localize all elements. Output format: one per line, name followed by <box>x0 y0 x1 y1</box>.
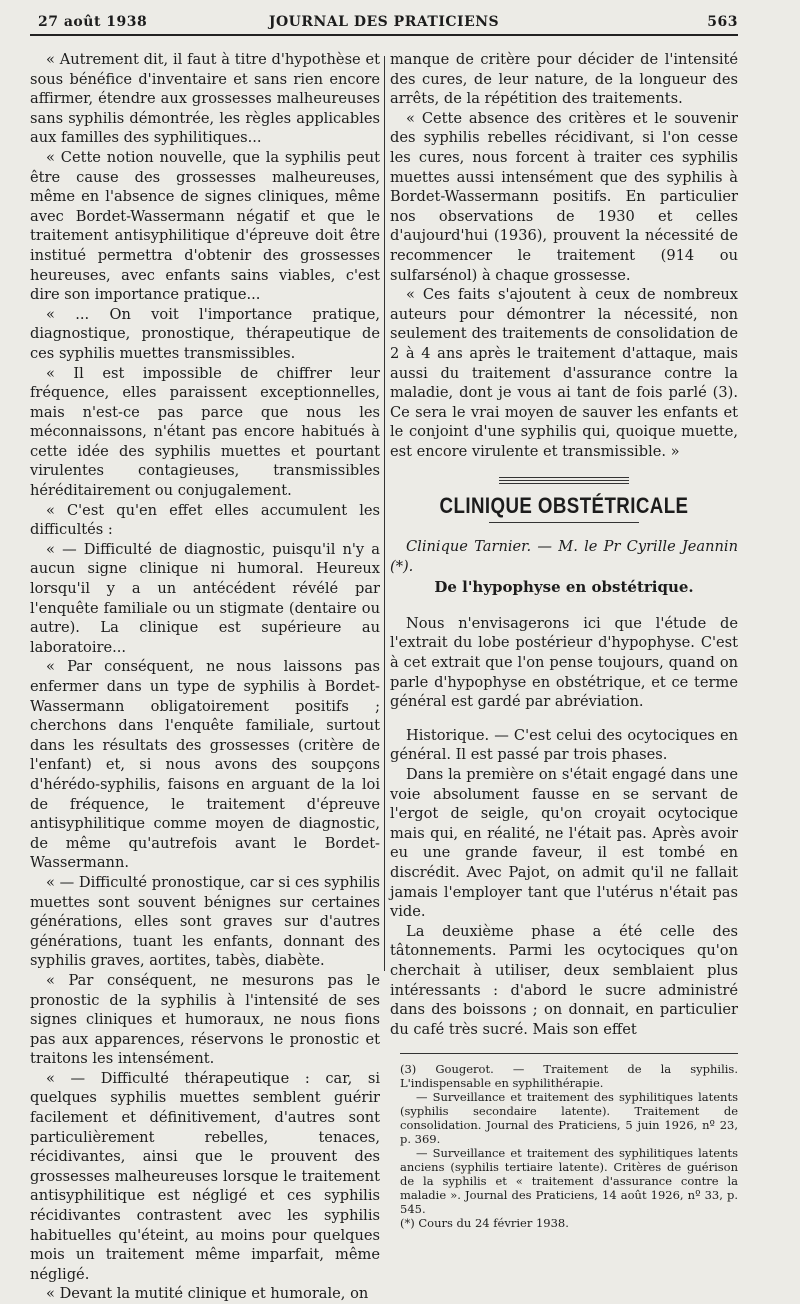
title-rule <box>489 522 639 523</box>
paragraph: Dans la première on s'était engagé dans une voie absolument fausse en se servant de l'ergot de seigle, qu'on croyait ocytocique mais qui, en réalité, ne l'était pas. Après avoir eu une grande faveur, il est tombé en discrédit. Avec Pajot, on admit qu'il ne fallait jamais l'employer tant que l'utérus n'était pas vide. <box>390 766 738 921</box>
paragraph: « — Difficulté pronostique, car si ces syphilis muettes sont souvent bénignes sur certaines générations, elles sont graves sur d'autres générations, tuant les enfants, donnant des syphilis graves, aortites, tabès, diabète. <box>30 873 380 970</box>
paragraph: « Il est impossible de chiffrer leur fréquence, elles paraissent exceptionnelles, mais n'est-ce pas parce que nous les méconnaissons, n'étant pas encore habitués à cette idée des syphilis muettes et pourtant virulentes contagieuses, transmissibles héréditairement ou conjugalement. <box>30 364 380 500</box>
paragraph: « Cette notion nouvelle, que la syphilis peut être cause des grossesses malheureuses, même en l'absence de signes cliniques, même avec Bordet-Wassermann négatif et que le traitement antisyphilitique d'épreuve doit être institué permettra d'obtenir des grossesses heureuses, avec enfants sains viables, c'est dire son importance pratique... <box>30 148 380 304</box>
header-rule <box>30 34 738 36</box>
paragraph: La deuxième phase a été celle des tâtonnements. Parmi les ocytociques qu'on cherchait à utiliser, deux semblaient plus intéressants : d'abord le sucre administré dans des boissons ; on donnait, en particulier du café très sucré. Mais son effet <box>390 922 738 1038</box>
paragraph: « Autrement dit, il faut à titre d'hypothèse et sous bénéfice d'inventaire et sans rien encore affirmer, étendre aux grossesses malheureuses sans syphilis démontrée, les règles applicables aux familles des syphilitiques... <box>30 51 380 147</box>
paragraph: « Devant la mutité clinique et humorale, on <box>46 1285 369 1303</box>
paragraph: « Cette absence des critères et le souvenir des syphilis rebelles récidivant, si l'on cesse les cures, nous forcent à traiter ces syphilis muettes aussi intensément que des syphilis à Bordet-Wassermann positifs. En particulier nos observations de 1930 et celles d'aujourd'hui (1936), prouvent la nécessité de recommencer le traitement (914 ou sulfarsénol) à chaque grossesse. <box>390 109 738 284</box>
paragraph: « — Difficulté de diagnostic, puisqu'il n'y a aucun signe clinique ni humoral. Heureux lorsqu'il y a un antécédent révélé par l'enquête familiale ou un stigmate (dentaire ou autre). La clinique est supérieure au laboratoire... <box>30 540 380 656</box>
issue-date: 27 août 1938 <box>38 14 148 30</box>
footnote: (*) Cours du 24 février 1938. <box>400 1216 569 1231</box>
left-column <box>30 50 380 1304</box>
footnote: (3) Gougerot. — Traitement de la syphilis. L'indispensable en syphilithérapie. <box>400 1062 738 1091</box>
page-header <box>30 14 738 34</box>
paragraph: « Par conséquent, ne mesurons pas le pronostic de la syphilis à l'intensité de ses signes cliniques et humoraux, ne nous fions pas aux apparences, réservons le pronostic et traitons les intensément. <box>30 971 380 1068</box>
footnote: — Surveillance et traitement des syphilitiques latents (syphilis secondaire latente). Traitement de consolidation. Journal des Praticiens, 5 juin 1926, nº 23, p. 369. <box>400 1090 738 1147</box>
section-title: CLINIQUE OBSTÉTRICALE <box>439 493 689 519</box>
paragraph: « Par conséquent, ne nous laissons pas enfermer dans un type de syphilis à Bordet-Wassermann obligatoirement positifs ; cherchons dans l'enquête familiale, surtout dans les résultats des grossesses (critère de l'enfant) et, si nous avons des soupçons d'hérédo-syphilis, faisons en arguant de la loi de fréquence, le traitement d'épreuve antisyphilitique comme moyen de diagnostic, de même qu'autrefois avant le Bordet-Wassermann. <box>30 658 380 872</box>
page-number: 563 <box>707 14 738 30</box>
byline: Clinique Tarnier. — M. le Pr Cyrille Jeannin (*). <box>390 538 738 575</box>
footnote: — Surveillance et traitement des syphilitiques latents anciens (syphilis tertiaire latente). Critères de guérison de la syphilis et « traitement d'assurance contre la maladie ». Journal des Praticiens, 14 août 1926, nº 33, p. 545. <box>400 1146 738 1217</box>
paragraph: Nous n'envisagerons ici que l'étude de l'extrait du lobe postérieur d'hypophyse. C'est à cet extrait que l'on pense toujours, quand on parle d'hypophyse en obstétrique, et ce terme général est gardé par abréviation. <box>390 614 738 711</box>
paragraph: « Ces faits s'ajoutent à ceux de nombreux auteurs pour démontrer la nécessité, non seulement des traitements de consolidation de 2 à 4 ans après le traitement d'attaque, mais aussi du traitement d'assurance contre la maladie, dont je vous ai tant de fois parlé (3). Ce sera le vrai moyen de sauver les enfants et le conjoint d'une syphilis qui, quoique muette, est encore virulente et transmissible. » <box>390 286 738 460</box>
paragraph: « ... On voit l'importance pratique, diagnostique, pronostique, thérapeutique de ces syphilis muettes transmissibles. <box>30 305 380 362</box>
journal-title: JOURNAL DES PRATICIENS <box>268 14 500 30</box>
column-divider <box>384 56 385 971</box>
paragraph: manque de critère pour décider de l'intensité des cures, de leur nature, de la longueur des arrêts, de la répétition des traitements. <box>390 51 738 108</box>
paragraph: « C'est qu'en effet elles accumulent les difficultés : <box>30 501 380 539</box>
footnote-rule <box>400 1053 738 1054</box>
right-column <box>390 50 738 1230</box>
article-title: De l'hypophyse en obstétrique. <box>434 578 694 597</box>
paragraph: « — Difficulté thérapeutique : car, si quelques syphilis muettes semblent guérir facilement et définitivement, d'autres sont particulièrement rebelles, tenaces, récidivantes, ainsi que le prouvent des grossesses malheureuses lorsque le traitement antisyphilitique est négligé et ces syphilis récidivantes contrastent avec les syphilis habituelles qu'éteint, au moins pour quelques mois un traitement même imparfait, même négligé. <box>30 1069 380 1283</box>
paragraph: Historique. — C'est celui des ocytociques en général. Il est passé par trois phases. <box>390 726 738 764</box>
ornament-rule <box>499 477 629 484</box>
